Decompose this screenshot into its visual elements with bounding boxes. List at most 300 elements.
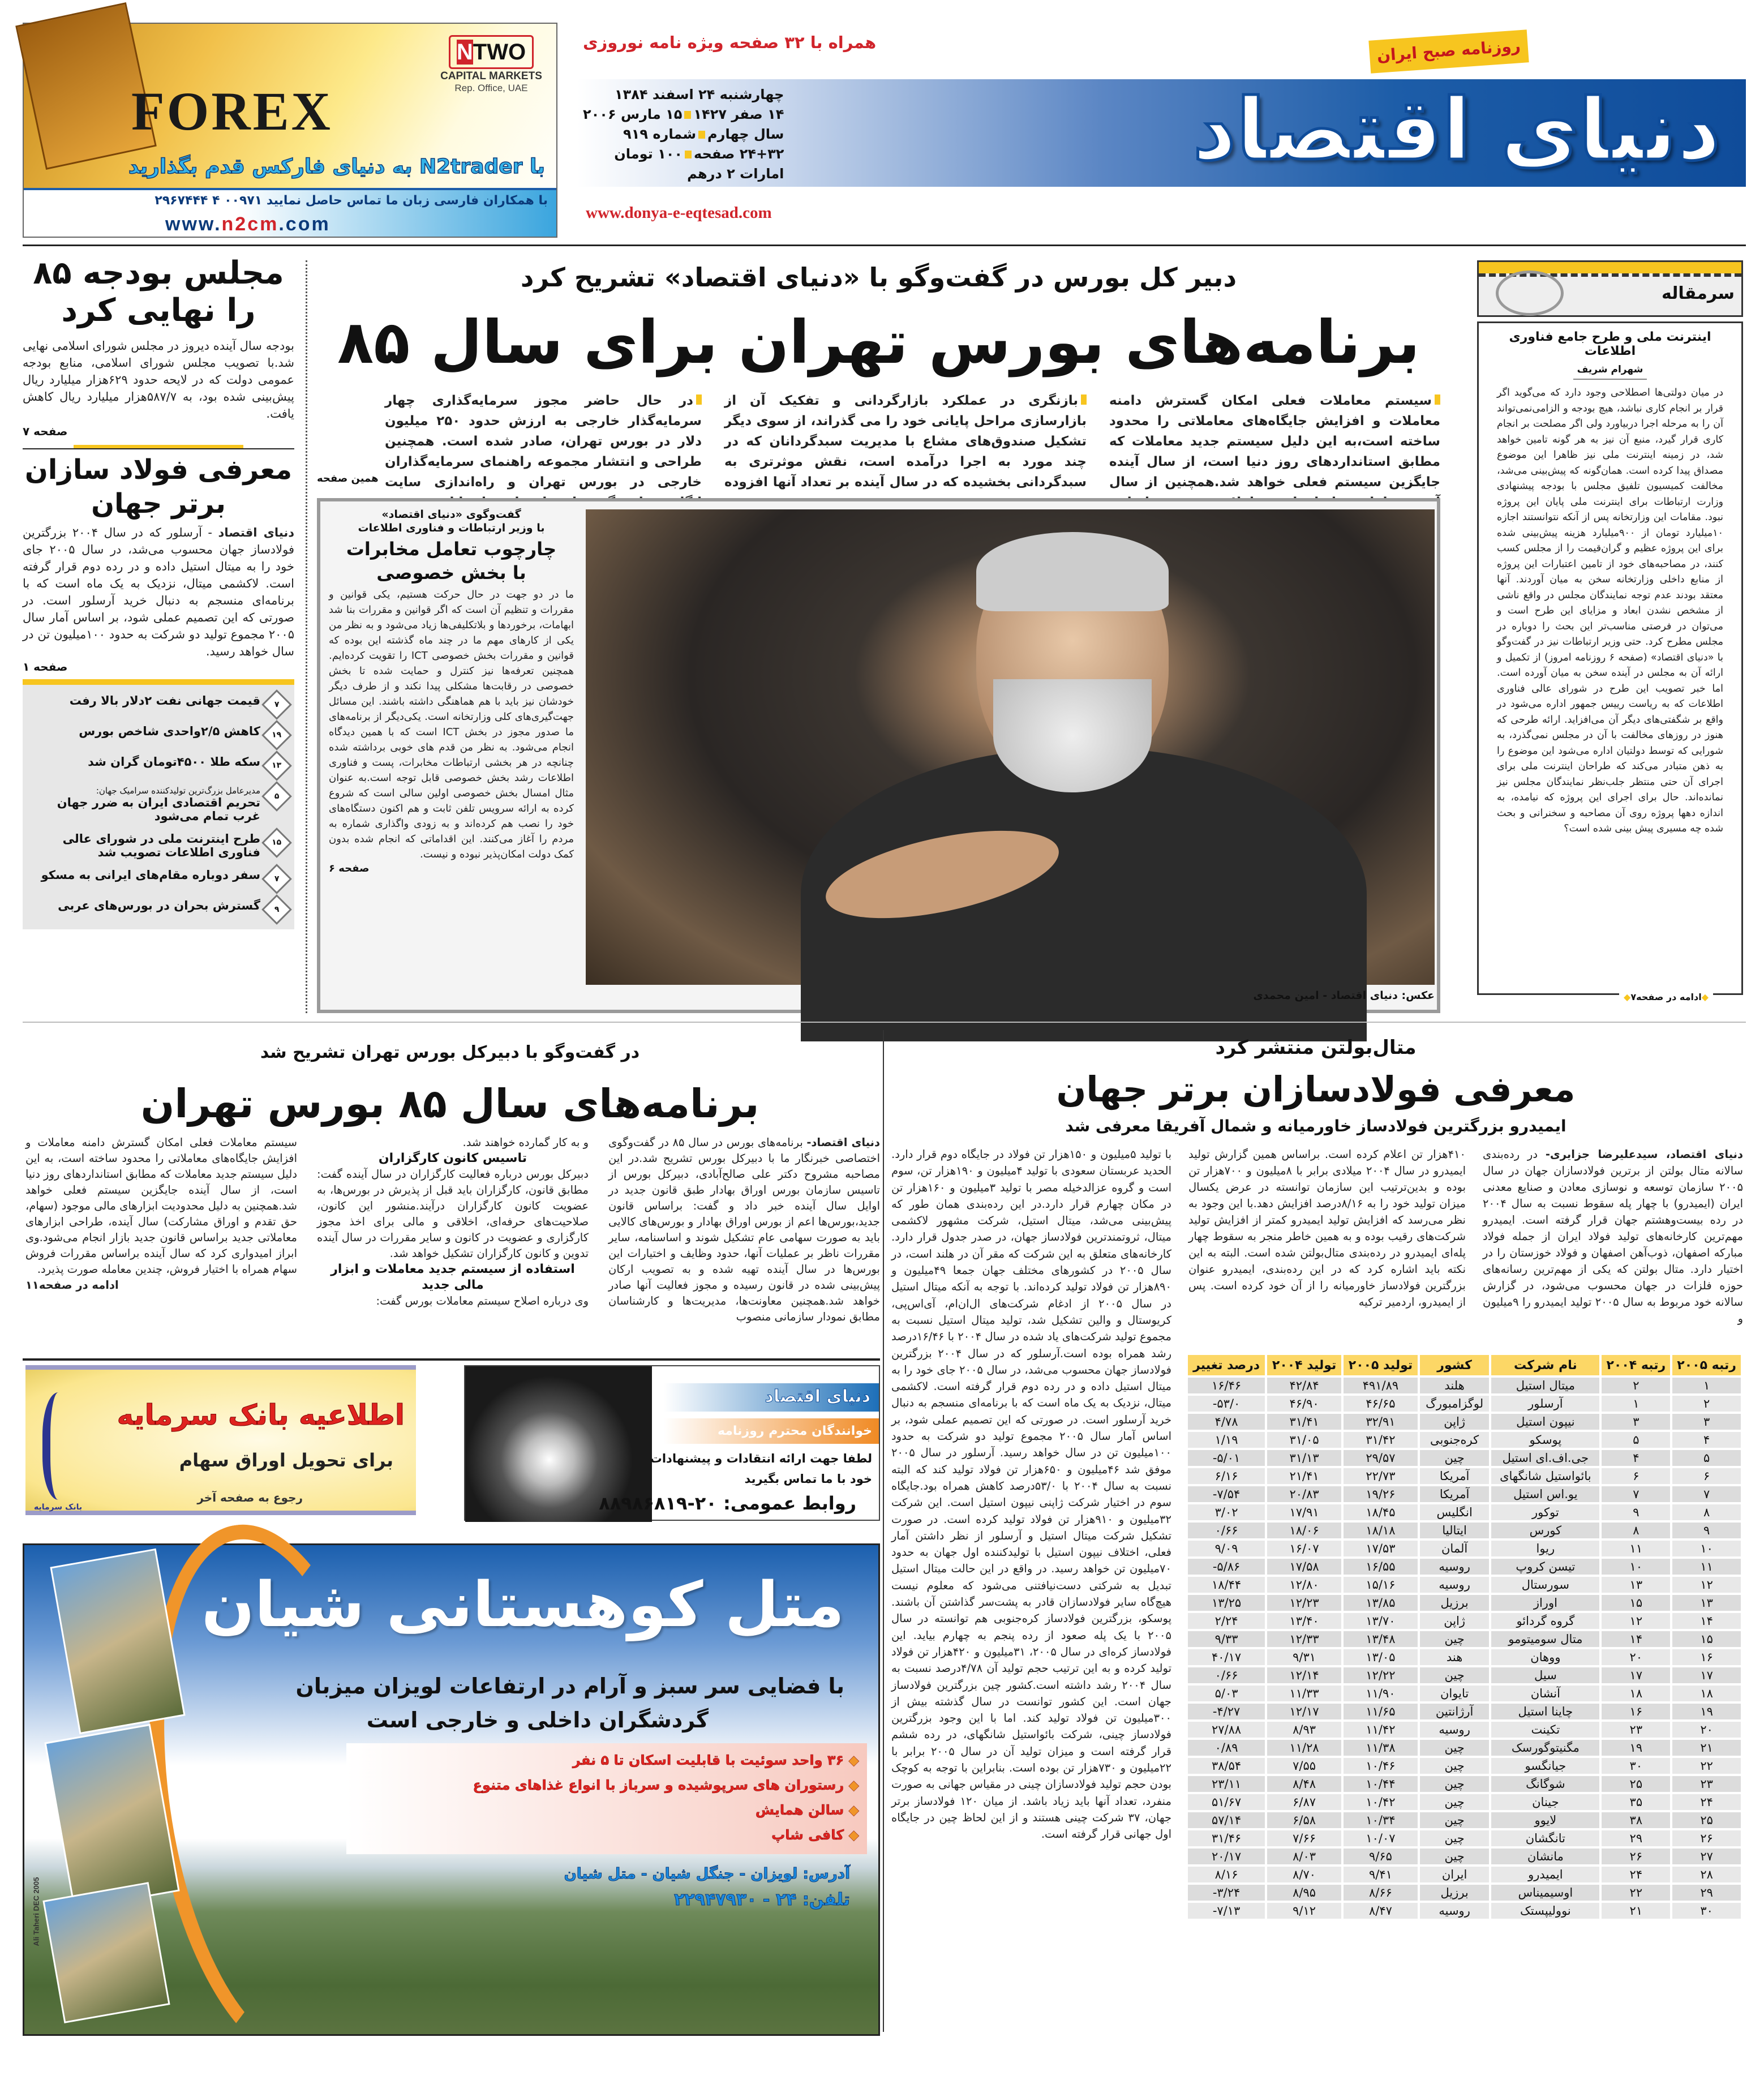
- cell-change-percent: ۸/۱۶: [1188, 1867, 1265, 1882]
- issue-number: شماره ۹۱۹: [623, 126, 697, 142]
- table-row: [1188, 1468, 1741, 1484]
- cell-rank-2004: ۱۶: [1602, 1704, 1670, 1719]
- cell-production-2005: ۱۵/۱۶: [1344, 1577, 1418, 1593]
- cell-change-percent: ۲۰/۱۷: [1188, 1849, 1265, 1864]
- cell-production-2004: ۸/۹۳: [1267, 1722, 1341, 1738]
- cell-rank-2004: ۱۱: [1602, 1541, 1670, 1556]
- cell-rank-2004: ۲۲: [1602, 1885, 1670, 1901]
- cell-rank-2005: ۷: [1672, 1486, 1741, 1502]
- bank-ad-title: اطلاعیه بانک سرمایه: [117, 1399, 405, 1431]
- forex-ad[interactable]: [23, 23, 557, 238]
- feature-item: ◆ کافی شاپ: [354, 1822, 859, 1847]
- cell-change-percent: ۴۰/۱۷: [1188, 1649, 1265, 1665]
- cell-country: چین: [1420, 1450, 1489, 1466]
- bourse-continued[interactable]: ادامه در صفحه۱۱: [25, 1279, 119, 1292]
- cell-company: آرسلور: [1491, 1396, 1599, 1412]
- cell-change-percent: ۴/۷۸: [1188, 1414, 1265, 1430]
- cell-rank-2005: ۲۴: [1672, 1794, 1741, 1810]
- cell-country: چین: [1420, 1740, 1489, 1756]
- cell-rank-2005: ۲۹: [1672, 1885, 1741, 1901]
- cell-company: گروه گردائو: [1491, 1613, 1599, 1629]
- cell-country: آمریکا: [1420, 1468, 1489, 1484]
- table-row: [1188, 1867, 1741, 1882]
- editorial-label: سرمقاله: [1661, 284, 1735, 303]
- cell-change-percent: ۹/۰۹: [1188, 1541, 1265, 1556]
- feature-item: ◆ رستوران های سرپوشیده و سرباز با انواع غذاهای متنوع: [354, 1773, 859, 1798]
- cell-production-2004: ۱۲/۳۳: [1267, 1631, 1341, 1647]
- cell-production-2005: ۱۱/۹۰: [1344, 1686, 1418, 1701]
- steel-teaser-body: [23, 524, 294, 660]
- cell-rank-2004: ۱۸: [1602, 1686, 1670, 1701]
- cell-production-2004: ۳۱/۱۳: [1267, 1450, 1341, 1466]
- cell-change-percent: ۵/۰۳: [1188, 1686, 1265, 1701]
- cell-production-2004: ۱۳/۴۰: [1267, 1613, 1341, 1629]
- cell-rank-2005: ۲۵: [1672, 1812, 1741, 1828]
- date-lunar: ۱۴ صفر ۱۴۲۷: [693, 106, 784, 122]
- cell-rank-2005: ۱۲: [1672, 1577, 1741, 1593]
- cell-rank-2005: ۱۱: [1672, 1559, 1741, 1575]
- table-row: [1188, 1541, 1741, 1556]
- cell-rank-2005: ۱۹: [1672, 1704, 1741, 1719]
- bullet-icon: [1435, 394, 1440, 405]
- table-row: [1188, 1686, 1741, 1701]
- cell-company: جینان: [1491, 1794, 1599, 1810]
- cell-production-2004: ۴۶/۹۰: [1267, 1396, 1341, 1412]
- cell-change-percent: ۳۸/۵۴: [1188, 1758, 1265, 1774]
- cell-change-percent: -۵۳/۰: [1188, 1396, 1265, 1412]
- cell-production-2004: ۱۱/۲۸: [1267, 1740, 1341, 1756]
- readers-ad-banner: خوانندگان محترم روزنامه: [664, 1418, 879, 1444]
- interview-kicker-2: با وزیر ارتباطات و فناوری اطلاعات: [358, 522, 545, 534]
- table-row: [1188, 1595, 1741, 1611]
- cell-production-2005: ۴۹۱/۸۹: [1344, 1378, 1418, 1393]
- cell-production-2005: ۱۳/۰۵: [1344, 1649, 1418, 1665]
- forex-slogan: با N2trader به دنیای فارکس قدم بگذارید: [128, 155, 545, 178]
- continued-text: ادامه در صفحه۷: [1630, 992, 1702, 1002]
- table-header-row: [1188, 1355, 1741, 1375]
- cell-rank-2004: ۲۱: [1602, 1903, 1670, 1919]
- readers-contact-ad[interactable]: [464, 1365, 880, 1521]
- cell-rank-2005: ۱۴: [1672, 1613, 1741, 1629]
- cell-country: لوگزامبورگ: [1420, 1396, 1489, 1412]
- cell-production-2005: ۱۱/۴۲: [1344, 1722, 1418, 1738]
- table-row: [1188, 1758, 1741, 1774]
- cell-production-2004: ۹/۳۱: [1267, 1649, 1341, 1665]
- cell-production-2005: ۱۹/۲۶: [1344, 1486, 1418, 1502]
- cell-country: چین: [1420, 1758, 1489, 1774]
- shiyan-motel-ad[interactable]: [23, 1543, 880, 2036]
- cell-rank-2004: ۱۵: [1602, 1595, 1670, 1611]
- cell-rank-2005: ۱۶: [1672, 1649, 1741, 1665]
- lead-page-ref[interactable]: همین صفحه: [317, 473, 379, 484]
- cell-rank-2004: ۴: [1602, 1450, 1670, 1466]
- column-header-company: نام شرکت: [1491, 1355, 1599, 1375]
- table-row: [1188, 1903, 1741, 1919]
- brief-page: ۱۳: [272, 761, 282, 770]
- cell-production-2004: ۱۷/۹۱: [1267, 1504, 1341, 1520]
- motel-line1: با فضایی سر سبز و آرام در ارتفاعات لویزان میزبان: [295, 1674, 844, 1699]
- cell-production-2004: ۱۸/۰۶: [1267, 1523, 1341, 1538]
- cell-company: اوسیمیناس: [1491, 1885, 1599, 1901]
- brief-item[interactable]: [23, 720, 294, 750]
- cell-production-2005: ۱۷/۵۳: [1344, 1541, 1418, 1556]
- cell-rank-2005: ۲۳: [1672, 1776, 1741, 1792]
- table-row: [1188, 1722, 1741, 1738]
- bullet-icon: [1081, 394, 1087, 405]
- brief-page: ۹: [274, 905, 280, 915]
- brief-title: سفر دوباره مقام‌های ایرانی به مسکو: [41, 868, 260, 882]
- cell-production-2005: ۱۰/۳۴: [1344, 1812, 1418, 1828]
- cell-company: سیل: [1491, 1667, 1599, 1683]
- cell-change-percent: -۳/۲۴: [1188, 1885, 1265, 1901]
- cell-company: لایوو: [1491, 1812, 1599, 1828]
- cell-country: روسیه: [1420, 1577, 1489, 1593]
- lead-headline[interactable]: برنامه‌های بورس تهران برای سال ۸۵: [337, 308, 1420, 377]
- price: ۱۰۰ تومان: [614, 146, 683, 162]
- brief-title: سکه طلا ۴۵۰۰تومان گران شد: [88, 755, 260, 769]
- cell-production-2005: ۱۳/۷۰: [1344, 1613, 1418, 1629]
- bank-ad-ref: رجوع به صفحه آخر: [197, 1491, 303, 1504]
- cell-rank-2004: ۳۰: [1602, 1758, 1670, 1774]
- year: سال چهارم: [707, 126, 784, 142]
- table-row: [1188, 1776, 1741, 1792]
- brief-item[interactable]: [23, 827, 294, 864]
- cell-change-percent: ۲۳/۱۱: [1188, 1776, 1265, 1792]
- table-row: [1188, 1830, 1741, 1846]
- steel-subhead: ایمیدرو بزرگترین فولادساز خاورمیانه و شمال آفریقا معرفی شد: [1065, 1117, 1566, 1135]
- cell-production-2004: ۷/۵۵: [1267, 1758, 1341, 1774]
- bank-sarmayeh-ad[interactable]: [25, 1365, 416, 1515]
- cell-rank-2004: ۶: [1602, 1468, 1670, 1484]
- cell-production-2005: ۳۱/۴۲: [1344, 1432, 1418, 1448]
- bank-ad-line: برای تحویل اوراق سهام: [179, 1449, 393, 1471]
- column-header-production-2005: تولید ۲۰۰۵: [1344, 1355, 1418, 1375]
- steel-col-1: [1483, 1146, 1743, 1347]
- minister-photo: [586, 509, 1435, 985]
- cell-company: جیانگسو: [1491, 1758, 1599, 1774]
- cell-rank-2004: ۳: [1602, 1414, 1670, 1430]
- price-uae: امارات ۲ درهم: [687, 166, 784, 182]
- cell-production-2004: ۹/۱۲: [1267, 1903, 1341, 1919]
- byline: دنیای اقتصاد: [218, 526, 294, 539]
- cell-production-2005: ۲۲/۷۳: [1344, 1468, 1418, 1484]
- brief-page: ۷: [274, 874, 280, 884]
- cell-production-2004: ۲۱/۴۱: [1267, 1468, 1341, 1484]
- cell-production-2005: ۱۰/۰۷: [1344, 1830, 1418, 1846]
- cell-rank-2005: ۱: [1672, 1378, 1741, 1393]
- byline: دنیای اقتصاد، سیدعلیرضا جزایری-: [1545, 1148, 1744, 1161]
- cell-company: چاینا استیل: [1491, 1704, 1599, 1719]
- bullet-icon: [698, 131, 705, 139]
- cell-change-percent: -۷/۱۳: [1188, 1903, 1265, 1919]
- cell-country: آمریکا: [1420, 1486, 1489, 1502]
- lead-col-3: [385, 391, 702, 492]
- cell-company: توکور: [1491, 1504, 1599, 1520]
- brief-page: ۵: [274, 792, 280, 801]
- url-suffix: .com: [278, 213, 331, 235]
- cell-production-2005: ۱۰/۴۲: [1344, 1794, 1418, 1810]
- lead-col-2-text: بازنگری در عملکرد بازارگردانی و تفکیک آن از بازارسازی مراحل پایانی خود را می گذراند، از سوی دیگر تشکیل صندوق‌های مشاع با مدیریت سبدگردانان که در چند مورد به اجرا درآمده است، نقش موثرتری به سبدگردانی بخشیده که در سال آینده بر تعداد آنها افزوده: [724, 393, 1087, 490]
- cell-change-percent: ۶/۱۶: [1188, 1468, 1265, 1484]
- brief-item[interactable]: [23, 781, 294, 827]
- motel-address: آدرس: لویزان - جنگل شیان - متل شیان: [564, 1865, 850, 1882]
- cell-company: تکینت: [1491, 1722, 1599, 1738]
- cell-rank-2005: ۳: [1672, 1414, 1741, 1430]
- photo-beard: [993, 679, 1152, 792]
- diamond-icon: ◆: [1701, 992, 1709, 1002]
- cell-production-2005: ۱۳/۸۵: [1344, 1595, 1418, 1611]
- brief-item[interactable]: [23, 750, 294, 781]
- interview-page-ref[interactable]: صفحه ۶: [329, 863, 370, 874]
- cell-change-percent: ۲۷/۸۸: [1188, 1722, 1265, 1738]
- cell-production-2004: ۸/۰۳: [1267, 1849, 1341, 1864]
- lead-col-3-text: در حال حاضر مجوز سرمایه‌گذاری چهار سرمایه‌گذار خارجی به ارزش حدود ۲۵۰ میلیون دلار در بورس تهران، صادر شده است. همچنین طراحی و انتشار مجموعه راهنمای سرمایه‌گذاران خارجی در بورس تهران و راه‌اندازی سایت: [385, 393, 702, 490]
- cell-company: جی.اف.ای استیل: [1491, 1450, 1599, 1466]
- cell-change-percent: ۹/۳۳: [1188, 1631, 1265, 1647]
- forex-url[interactable]: [165, 213, 331, 235]
- motel-phone: تلفن: ۲۴ - ۲۲۹۴۷۹۳۰: [674, 1890, 850, 1910]
- editorial-continued[interactable]: [1619, 992, 1713, 1002]
- table-row: [1188, 1613, 1741, 1629]
- cell-country: چین: [1420, 1667, 1489, 1683]
- cell-country: ژاپن: [1420, 1414, 1489, 1430]
- budget-headline[interactable]: مجلس بودجه ۸۵ را نهایی کرد: [33, 255, 284, 329]
- cell-rank-2004: ۱۷: [1602, 1667, 1670, 1683]
- cell-production-2005: ۱۲/۲۲: [1344, 1667, 1418, 1683]
- cell-change-percent: ۰/۸۹: [1188, 1740, 1265, 1756]
- cell-country: ایران: [1420, 1867, 1489, 1882]
- bourse-headline[interactable]: برنامه‌های سال ۸۵ بورس تهران: [140, 1080, 759, 1127]
- editorial-box: [1477, 321, 1743, 1002]
- lead-col-1: [1109, 391, 1440, 492]
- forex-contact: با همکاران فارسی زبان ما تماس حاصل نمایید ۰۰۹۷۱ ۴ ۲۹۶۷۴۴۴: [154, 194, 548, 208]
- steel-teaser-headline[interactable]: معرفی فولاد سازان برتر جهان: [24, 454, 293, 520]
- cell-production-2004: ۴۲/۸۴: [1267, 1378, 1341, 1393]
- cell-country: چین: [1420, 1812, 1489, 1828]
- bourse-col-1-text: برنامه‌های بورس در سال ۸۵ در گفت‌وگوی اختصاصی خبرنگار ما با دبیرکل بورس تشریح شد.در این مصاحبه مشروح دکتر علی صالح‌آبادی، دبیرکل بورس از تاسیس سازمان بورس اوراق بهادار طبق قانون جدید در اوایل سال آینده خبر داد و گفت: براساس قانون جدید،بورس‌ها اعم از بورس اوراق بهادار و بورس‌های کالایی باید به صورت سهامی عام تشکیل شوند و اساسنامه، سایر مقررات ناظر بر عملیات آنها، حدود وظایف و اختیارات این بورس‌ها در سال آینده تهیه شده و به تصویب ارکان پیش‌بینی شده در قانون رسیده و مجوز فعالیت آنها صادر خواهد شد.همچنین معاونت‌ها، مدیریت‌ها و کارشناسان مطابق نمودار سازمانی منصوب: [608, 1136, 880, 1323]
- table-row: [1188, 1849, 1741, 1864]
- column-header-production-2004: تولید ۲۰۰۴: [1267, 1355, 1341, 1375]
- interview-headline[interactable]: چارچوب تعامل مخابرات با بخش خصوصی: [346, 538, 557, 584]
- cell-country: چین: [1420, 1849, 1489, 1864]
- table-row: [1188, 1414, 1741, 1430]
- steel-col-3: با تولید ۵میلیون و ۱۵۰هزار تن فولاد در جایگاه دوم قرار دارد. الحدید عربستان سعودی با تولید ۴میلیون و ۱۹۰هزار تن، سوم است و گروه عزالدخیله مصر با تولید ۳میلیون و ۱۶۰هزار تن در مکان چهارم قرار دارد.در این رده‌بندی همان طور که پیش‌بینی می‌شد، میتال استیل، شرکت مشهور لاکشمی میتال، ثروتمندترین فولادساز جهان، در صدر جدول قرار دارد. کارخانه‌های متعلق به این شرکت که مقر آن در هلند است، در سال ۲۰۰۵ در کشورهای مختلف جهان جمعا ۴۹میلیون و ۸۹۰هزار تن فولاد تولید کرده‌اند. با توجه به آنکه میتال استیل در سال ۲۰۰۵ از ادغام شرکت‌های ال‌ان‌ام، آی‌اس‌پی، کریوستال و والین تشکیل شد، تولید میتال استیل نسبت به مجموع تولید شرکت‌های یاد شده در سال ۲۰۰۴ با ۱۶/۴۶درصد رشد همراه بوده است.آرسلور که در سال ۲۰۰۴ بزرگترین فولادساز جهان محسوب می‌شد، در سال ۲۰۰۵ جای خود را به میتال استیل داده و در رده دوم قرار گرفته است. لاکشمی میتال، نزدیک به یک ماه است که با برنامه‌ای منسجم به دنبال خرید آرسلور است. در صورتی که این تصمیم عملی شود، بر اساس آمار سال ۲۰۰۵ مجموع تولید دو شرکت به حدود ۱۰۰میلیون تن در سال خواهد رسید. آرسلور در سال ۲۰۰۵ موفق شد ۴۶میلیون و ۶۵۰هزار تن فولاد تولید کند که البته نسبت به سال ۲۰۰۴ با ۵۳/۰درصد کاهش همراه بود.جایگاه سوم در اختیار شرکت ژاپنی نیپون استیل است. این شرکت ۳۲میلیون و ۹۱۰هزار تن فولاد تولید کرده است. در صورت تشکیل شرکت میتال استیل و آرسلور از نظر داشتن آمار فعلی، اختلاف نیپون استیل با تولیدکننده اول جهان به حدود ۷۰میلیون تن خواهد رسید. در واقع در این حالت میتال استیل تبدیل به شرکتی دست‌نیافتنی می‌شود که معلوم نیست هیچ‌گاه سایر فولادسازان قادر به پشت‌سر گذاشتن آن باشند. پوسکو، بزرگترین فولادساز کره‌جنوبی هم توانسته در سال ۲۰۰۵ با یک پله صعود از رده پنجم به چهارم بیاید. این فولادساز کره‌ای در سال ۲۰۰۵، ۳۱میلیون و ۴۲۰هزار تن فولاد تولید کرده و به این ترتیب حجم تولید آن ۴/۷۸درصد نسبت به سال ۲۰۰۴ رشد داشته است.کشور چین بزرگترین فولادساز جهان است. این کشور توانست در سال گذشته بیش از ۳۰۰میلیون تن فولاد تولید کند. اما با این وجود بزرگترین فولادساز چینی، شرکت بائواستیل شانگهای، در رده ششم قرار گرفته است و میزان تولید آن در سال ۲۰۰۵ برابر با ۲۲میلیون و ۷۳۰هزار تن بوده است. بنابراین با توجه به کوچک بودن حجم تولید فولادسازان چینی در مقیاس جهانی به صورت منفرد، تعداد آنها باید زیاد باشد. از میان ۱۲۰ فولادساز برتر جهان، ۳۷ شرکت چینی هستند و از این لحاظ چین در جایگاه اول جهانی قرار گرفته است.: [891, 1148, 1172, 1841]
- cell-production-2005: ۲۹/۵۷: [1344, 1450, 1418, 1466]
- brief-item[interactable]: [23, 864, 294, 894]
- cell-rank-2004: ۱۴: [1602, 1631, 1670, 1647]
- bourse-col-2-text: وی درباره اصلاح سیستم معاملات بورس گفت:: [376, 1294, 589, 1307]
- cell-company: اوراز: [1491, 1595, 1599, 1611]
- column-header-rank-2004: رتبه ۲۰۰۴: [1602, 1355, 1670, 1375]
- budget-body: بودجه سال آینده دیروز در مجلس شورای اسلامی نهایی شد.با تصویب مجلس شورای اسلامی، منابع بودجه عمومی دولت که در لایحه حدود ۶۲۹هزار میلیارد ریال پیش‌بینی شده بود، به ۵۸۷/۷هزار میلیارد ریال کاهش یافت.: [23, 339, 294, 421]
- promo-line: همراه با ۳۲ صفحه ویژه نامه نوروزی: [583, 33, 877, 52]
- table-row: [1188, 1667, 1741, 1683]
- motel-title: متل کوهستانی شیان: [201, 1568, 844, 1641]
- page-diamond-icon: [261, 864, 292, 894]
- page-diamond-icon: [261, 689, 292, 720]
- cell-rank-2004: ۲۹: [1602, 1830, 1670, 1846]
- motel-features: [346, 1743, 867, 1854]
- readers-ad-logo: دنیای اقتصاد: [664, 1383, 879, 1412]
- cell-country: چین: [1420, 1776, 1489, 1792]
- cell-country: روسیه: [1420, 1559, 1489, 1575]
- cell-rank-2005: ۵: [1672, 1450, 1741, 1466]
- table-row: [1188, 1812, 1741, 1828]
- cell-rank-2005: ۲۰: [1672, 1722, 1741, 1738]
- motel-photo-3: [42, 1882, 170, 2023]
- column-divider: [306, 260, 307, 1013]
- cell-production-2005: ۹/۶۵: [1344, 1849, 1418, 1864]
- steel-producers-table: [1186, 1353, 1743, 1921]
- cell-country: آلمان: [1420, 1541, 1489, 1556]
- readers-ad-line1: لطفا جهت ارائه انتقادات و پیشنهادات: [650, 1452, 872, 1465]
- cell-change-percent: ۵۱/۶۷: [1188, 1794, 1265, 1810]
- cell-rank-2004: ۸: [1602, 1523, 1670, 1538]
- cell-rank-2005: ۸: [1672, 1504, 1741, 1520]
- table-body: [1188, 1378, 1741, 1919]
- cell-rank-2004: ۱۲: [1602, 1613, 1670, 1629]
- page-diamond-icon: [261, 750, 292, 781]
- cell-rank-2005: ۶: [1672, 1468, 1741, 1484]
- cell-change-percent: ۳/۰۲: [1188, 1504, 1265, 1520]
- table-row: [1188, 1631, 1741, 1647]
- table-row: [1188, 1450, 1741, 1466]
- cell-company: پوسکو: [1491, 1432, 1599, 1448]
- cell-rank-2004: ۲: [1602, 1378, 1670, 1393]
- budget-page-ref[interactable]: صفحه ۷: [23, 424, 68, 438]
- brief-page: ۱۹: [272, 731, 282, 740]
- editorial-headline[interactable]: اینترنت ملی و طرح جامع فناوری اطلاعات: [1509, 330, 1711, 358]
- newspaper-logo: دنیای اقتصاد: [1192, 81, 1720, 179]
- steel-headline[interactable]: معرفی فولادسازان برتر جهان: [1056, 1069, 1576, 1110]
- bullet-icon: [684, 111, 691, 119]
- rep-office: Rep. Office, UAE: [454, 83, 528, 93]
- cell-rank-2005: ۹: [1672, 1523, 1741, 1538]
- cell-country: برزیل: [1420, 1595, 1489, 1611]
- cell-production-2005: ۹/۴۱: [1344, 1867, 1418, 1882]
- steel-page-ref[interactable]: صفحه ۱: [23, 660, 68, 674]
- interview-body: ما در دو جهت در حال حرکت هستیم، یکی قوانین و مقررات و تنظیم آن است که اگر قوانین و مقررات بنا شد ابهامات، برخوردها و بلاتکلیفی‌ها زیاد می‌شود و به نظر من یکی از کارهای مهم ما در چند ماه گذشته این بوده که قوانین و مقررات بخش خصوصی ICT را تقویت کرده‌ایم. همچنین تعرفه‌ها نیز کنترل و حمایت شده تا بخش خصوصی در رقابت‌ها مشکلی پیدا نکند و از طرف دیگر خودشان نیز باید با هم هماهنگی داشته باشند. این مسائل جهت‌گیری‌های کلی وزارتخانه است. یکی‌دیگر از برنامه‌های ما صدور مجوز در بخش ICT است که با همین دیدگاه انجام می‌شود. به نظر من قدم های خوبی برداشته شده چنانچه در هر بخشی ارتباطات مخابرات، پست و فناوری اطلاعات رشد بخش خصوصی قابل توجه است.به عنوان مثال امسال بخش خصوصی اولین سالی است که شروع کرده به ارائه سرویس تلفن ثابت و هم اکنون دستگاه‌های خود را نصب هم کرده‌اند و به زودی واگذاری شماره به مردم را آغاز می‌کنند. این اقداماتی که انجام شده بدون کمک دولت امکان‌پذیر نبوده و نیست.: [329, 589, 574, 860]
- news-briefs: [23, 679, 294, 929]
- cell-production-2004: ۱۷/۵۸: [1267, 1559, 1341, 1575]
- cell-production-2005: ۱۰/۴۴: [1344, 1776, 1418, 1792]
- cell-country: چین: [1420, 1631, 1489, 1647]
- cell-production-2004: ۸/۴۸: [1267, 1776, 1341, 1792]
- ads-divider: [23, 1358, 880, 1361]
- brief-title: گسترش بحران در بورس‌های عربی: [58, 899, 260, 912]
- table-row: [1188, 1396, 1741, 1412]
- cell-change-percent: ۱۸/۴۴: [1188, 1577, 1265, 1593]
- editorial-author: شهرام شریف: [1573, 364, 1647, 380]
- left-column: [23, 255, 294, 929]
- cell-production-2004: ۱۲/۸۰: [1267, 1577, 1341, 1593]
- column-header-country: کشور: [1420, 1355, 1489, 1375]
- bourse-col-1: [608, 1135, 880, 1347]
- cell-change-percent: ۱۶/۴۶: [1188, 1378, 1265, 1393]
- cell-company: مانشان: [1491, 1849, 1599, 1864]
- brief-page: ۷: [274, 700, 280, 710]
- cell-production-2004: ۷/۶۶: [1267, 1830, 1341, 1846]
- cell-country: چین: [1420, 1830, 1489, 1846]
- cell-rank-2004: ۷: [1602, 1486, 1670, 1502]
- table-row: [1188, 1577, 1741, 1593]
- cell-change-percent: ۰/۶۶: [1188, 1523, 1265, 1538]
- cell-production-2005: ۸/۴۷: [1344, 1903, 1418, 1919]
- cell-company: ایمیدرو: [1491, 1867, 1599, 1882]
- date-persian: چهارشنبه ۲۴ اسفند ۱۳۸۴: [614, 87, 784, 102]
- interview-box: [325, 505, 577, 1006]
- cell-rank-2004: ۲۵: [1602, 1776, 1670, 1792]
- page-diamond-icon: [261, 720, 292, 750]
- cell-country: انگلیس: [1420, 1504, 1489, 1520]
- cell-production-2005: ۱۰/۴۶: [1344, 1758, 1418, 1774]
- page-diamond-icon: [261, 781, 292, 812]
- bourse-col-2: [317, 1135, 589, 1347]
- table-row: [1188, 1740, 1741, 1756]
- table-row: [1188, 1486, 1741, 1502]
- cell-production-2005: ۳۲/۹۱: [1344, 1414, 1418, 1430]
- cell-company: یو.اس استیل: [1491, 1486, 1599, 1502]
- bourse-col-2-text: دبیرکل بورس درباره فعالیت کارگزاران در سال آینده گفت: مطابق قانون، کارگزاران باید قبل از پذیرش در بورس‌ها، به عضویت کانون کارگزاران درآیند.منشور این کانون، صلاحیت‌های حرفه‌ای، اخلاقی و مالی برای اخذ مجوز کارگزاری و عضویت در کانون و سایر مقررات در سال آینده تدوین و کانون کارگزاران تشکیل خواهد شد.: [317, 1168, 589, 1260]
- brief-title: تحریم اقتصادی ایران به ضرر جهان غرب تمام می‌شود: [57, 796, 260, 823]
- cell-change-percent: ۱/۱۹: [1188, 1432, 1265, 1448]
- cell-rank-2004: ۱۳: [1602, 1577, 1670, 1593]
- cell-rank-2004: ۱: [1602, 1396, 1670, 1412]
- bourse-kicker: در گفت‌وگو با دبیرکل بورس تهران تشریح شد: [260, 1043, 640, 1062]
- cell-rank-2005: ۱۳: [1672, 1595, 1741, 1611]
- cell-company: آنشان: [1491, 1686, 1599, 1701]
- cell-company: تانگشان: [1491, 1830, 1599, 1846]
- brief-item[interactable]: [23, 894, 294, 925]
- cell-rank-2005: ۱۵: [1672, 1631, 1741, 1647]
- cell-change-percent: -۵/۸۶: [1188, 1559, 1265, 1575]
- cell-company: ووهان: [1491, 1649, 1599, 1665]
- cell-country: هلند: [1420, 1378, 1489, 1393]
- masthead-divider: [23, 245, 1746, 246]
- cell-company: ریوا: [1491, 1541, 1599, 1556]
- bourse-col-3-text: سیستم معاملات فعلی امکان گسترش دامنه معاملات و افزایش جایگاه‌های معاملاتی را محدود ساخته است، به این دلیل سیستم جدید معاملات که مطابق استانداردهای روز دنیا است، از سال آینده جایگزین سیستم فعلی خواهد شد.همچنین به دلیل محدودیت ابزارهای مالی موجود (سهام، حق تقدم و اوراق مشارکت) سال آینده، طراحی ابزارهای معاملاتی جدید براساس قانون جدید بازار انجام می‌شود.وی ابراز امیدواری کرد که سال آینده براساس مقررات فروش سهام همراه با اختیار فروش، چندین معامله صورت پذیرد.: [25, 1136, 297, 1276]
- cell-production-2004: ۳۱/۰۵: [1267, 1432, 1341, 1448]
- feature-item: ◆ سالن همایش: [354, 1798, 859, 1822]
- readers-ad-phone: روابط عمومی: ۲۰-۸۸۹۸۶۸۱۹: [599, 1493, 856, 1514]
- page-count: ۲۴+۳۲ صفحه: [694, 146, 784, 162]
- brief-title: کاهش ۲/۵واحدی شاخص بورس: [79, 724, 260, 738]
- editorial-header: [1477, 260, 1743, 317]
- cell-company: میتال استیل: [1491, 1378, 1599, 1393]
- motel-photo-1: [50, 1549, 185, 1734]
- cell-production-2005: ۴۶/۶۵: [1344, 1396, 1418, 1412]
- cell-production-2004: ۸/۷۰: [1267, 1867, 1341, 1882]
- cell-production-2004: ۶/۸۷: [1267, 1794, 1341, 1810]
- bourse-col-2-text: و به کار گمارده خواهند شد.: [462, 1136, 589, 1149]
- cell-rank-2004: ۳۵: [1602, 1794, 1670, 1810]
- ntwo-logo: NTWO: [449, 35, 534, 69]
- cell-production-2004: ۳۱/۴۱: [1267, 1414, 1341, 1430]
- capital-markets: CAPITAL MARKETS: [440, 70, 542, 82]
- cell-change-percent: ۵۷/۱۴: [1188, 1812, 1265, 1828]
- cell-production-2004: ۶/۵۸: [1267, 1812, 1341, 1828]
- cell-production-2005: ۱۳/۴۸: [1344, 1631, 1418, 1647]
- page-diamond-icon: [261, 894, 292, 925]
- price-line: [583, 144, 784, 164]
- cell-company: بائواستیل شانگهای: [1491, 1468, 1599, 1484]
- cell-change-percent: -۴/۲۷: [1188, 1704, 1265, 1719]
- brief-item[interactable]: [23, 689, 294, 720]
- cell-rank-2004: ۳۸: [1602, 1812, 1670, 1828]
- website-link[interactable]: www.donya-e-eqtesad.com: [586, 204, 772, 222]
- cell-company: نوولیپستک: [1491, 1903, 1599, 1919]
- cell-rank-2005: ۲۸: [1672, 1867, 1741, 1882]
